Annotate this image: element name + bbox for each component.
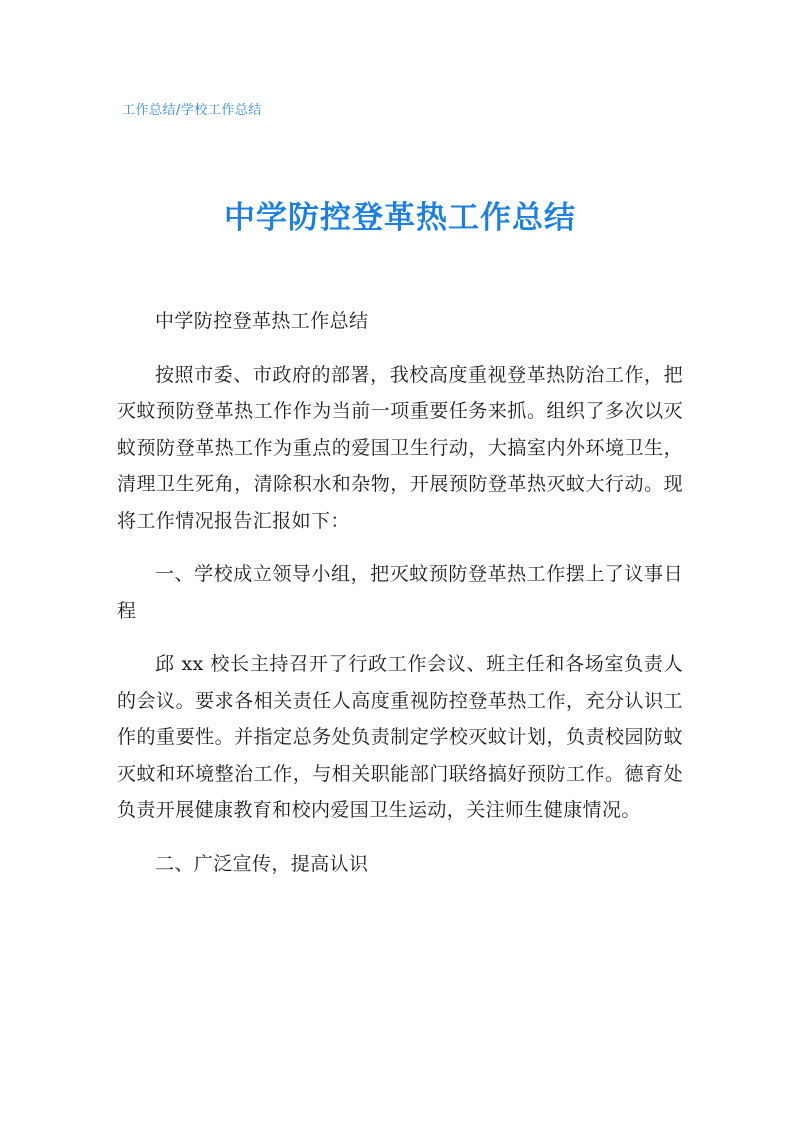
document-title: 中学防控登革热工作总结 xyxy=(224,200,576,236)
document-body xyxy=(117,303,683,899)
intro-paragraph: 按照市委、市政府的部署，我校高度重视登革热防治工作，把灭蚊预防登革热工作作为当前一项重要任务来抓。组织了多次以灭蚊预防登革热工作为重点的爱国卫生行动，大搞室内外环境卫生，清理卫生死角，清除积水和杂物，开展预防登革热灭蚊大行动。现将工作情况报告汇报如下： xyxy=(117,363,683,532)
section-heading-2: 二、广泛宣传，提高认识 xyxy=(155,852,369,875)
section-1-paragraph: 邱 xx 校长主持召开了行政工作会议、班主任和各场室负责人的会议。要求各相关责任人高度重视防控登革热工作，充分认识工作的重要性。并指定总务处负责制定学校灭蚊计划，负责校园防蚊灭蚊和环境整治工作，与相关职能部门联络搞好预防工作。德育处负责开展健康教育和校内爱国卫生运动，关注师生健康情况。 xyxy=(117,653,683,821)
breadcrumb: 工作总结/学校工作总结 xyxy=(122,103,262,118)
section-heading-1: 一、学校成立领导小组，把灭蚊预防登革热工作摆上了议事日程 xyxy=(117,563,683,622)
subtitle-paragraph: 中学防控登革热工作总结 xyxy=(155,310,369,332)
